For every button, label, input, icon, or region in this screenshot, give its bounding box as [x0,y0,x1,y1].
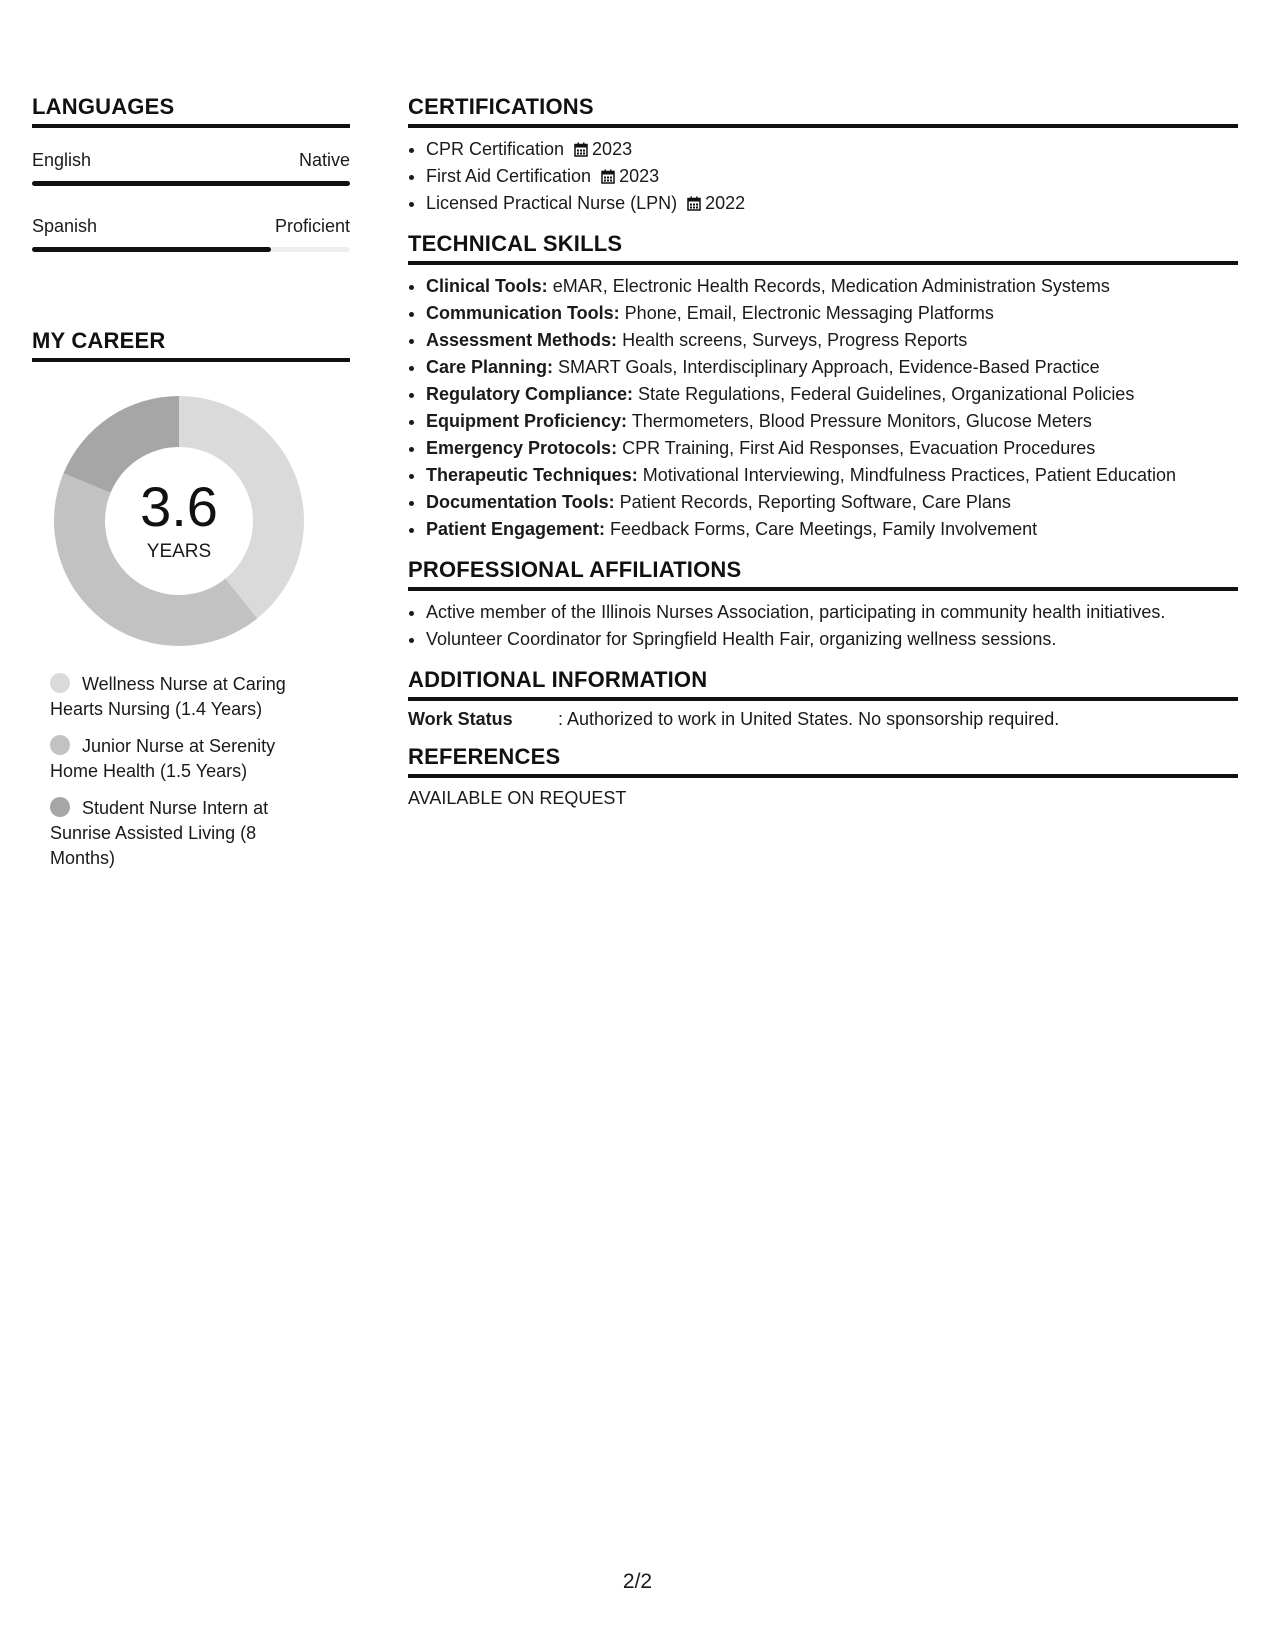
language-proficiency-fill [32,181,350,186]
affiliation-item: • Volunteer Coordinator for Springfield Health Fair, organizing wellness sessions. [426,626,1238,653]
references-heading: REFERENCES [408,744,1238,778]
language-name: Spanish [32,216,98,236]
language-proficiency-bar [32,181,350,186]
language-proficiency-fill [32,247,271,252]
certification-year: 2022 [705,193,746,213]
additional-info-heading: ADDITIONAL INFORMATION [408,667,1238,701]
references-text: AVAILABLE ON REQUEST [408,788,627,808]
skill-item: • Care Planning: SMART Goals, Interdisciplinary Approach, Evidence-Based Practice [426,354,1238,381]
left-column [32,94,350,883]
skill-item: • Emergency Protocols: CPR Training, First Aid Responses, Evacuation Procedures [426,435,1238,462]
legend-dot [50,735,70,755]
career-total-value: 3.6 [140,475,218,538]
calendar-icon [687,196,701,211]
technical-skills-heading: TECHNICAL SKILLS [408,231,1238,265]
skill-item: • Assessment Methods: Health screens, Surveys, Progress Reports [426,327,1238,354]
certifications-heading: CERTIFICATIONS [408,94,1238,128]
calendar-icon [601,169,615,184]
affiliations-heading: PROFESSIONAL AFFILIATIONS [408,557,1238,591]
career-total-unit: YEARS [146,541,212,562]
language-level: Native [298,150,350,170]
affiliations-list [408,599,1238,653]
career-donut-chart [54,396,304,646]
legend-item: Wellness Nurse at Caring Hearts Nursing (1.4 Years) [50,674,286,719]
technical-skills-list [408,273,1238,543]
language-proficiency-bar [32,247,350,252]
skill-item: • Regulatory Compliance: State Regulations, Federal Guidelines, Organizational Policies [426,381,1238,408]
skill-item: • Therapeutic Techniques: Motivational Interviewing, Mindfulness Practices, Patient Education [426,462,1238,489]
certification-item: • CPR Certification 2023 [426,136,1238,163]
legend-item: Junior Nurse at Serenity Home Health (1.5 Years) [50,736,276,781]
work-status-row [408,709,1238,730]
right-column [408,94,1238,809]
skill-item: • Communication Tools: Phone, Email, Electronic Messaging Platforms [426,300,1238,327]
certification-item: • Licensed Practical Nurse (LPN) 2022 [426,190,1238,217]
language-level: Proficient [274,216,350,236]
legend-dot [50,673,70,693]
skill-item: • Documentation Tools: Patient Records, Reporting Software, Care Plans [426,489,1238,516]
legend-dot [50,797,70,817]
skill-item: • Patient Engagement: Feedback Forms, Care Meetings, Family Involvement [426,516,1238,543]
legend-item: Student Nurse Intern at Sunrise Assisted Living (8 Months) [50,798,269,868]
language-name: English [32,150,92,170]
skill-item: • Clinical Tools: eMAR, Electronic Health Records, Medication Administration Systems [426,273,1238,300]
affiliation-item: • Active member of the Illinois Nurses Association, participating in community health initiatives. [426,599,1238,626]
work-status-label: Work Status [408,709,513,729]
skill-item: • Equipment Proficiency: Thermometers, Blood Pressure Monitors, Glucose Meters [426,408,1238,435]
certifications-list [408,136,1238,217]
certification-year: 2023 [592,139,633,159]
calendar-icon [574,142,588,157]
page-number: 2/2 [622,1570,653,1593]
certification-year: 2023 [619,166,660,186]
languages-heading: LANGUAGES [32,94,350,128]
language-list [32,150,350,252]
certification-item: • First Aid Certification 2023 [426,163,1238,190]
language-item [32,150,350,186]
work-status-value: : Authorized to work in United States. No sponsorship required. [558,709,1060,729]
career-legend [50,672,320,871]
career-heading: MY CAREER [32,328,350,362]
language-item [32,216,350,252]
